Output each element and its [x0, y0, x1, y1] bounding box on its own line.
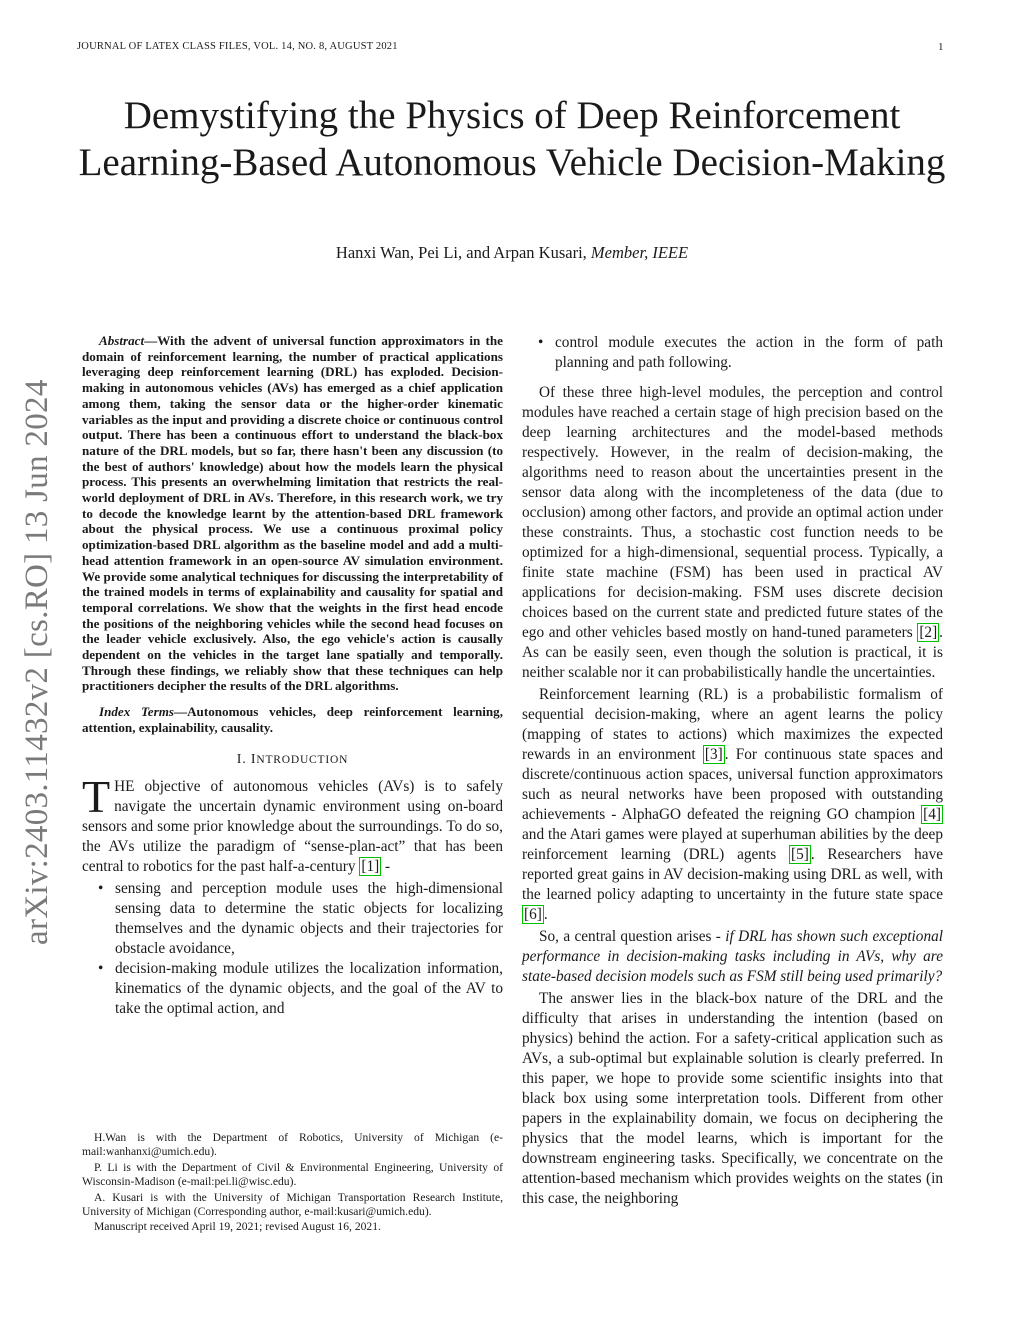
- footnote: P. Li is with the Department of Civil & Environmental Engineering, University of Wisconsin-Madison (e-mail:pei.li@wisc.edu).: [82, 1160, 503, 1189]
- citation-link[interactable]: [2]: [919, 624, 938, 641]
- paragraph-text: . Researchers have reported great gains in AV decision-making using DRL as well, with the learned policy adapting to uncertainty in the future state space: [522, 846, 944, 903]
- arxiv-stamp: arXiv:2403.11432v2 [cs.RO] 13 Jun 2024: [19, 379, 55, 945]
- module-list: [82, 879, 503, 1019]
- dropcap: T: [82, 770, 111, 822]
- abstract: [82, 333, 503, 694]
- left-column: [82, 333, 503, 1019]
- author-membership: Member, IEEE: [590, 243, 689, 262]
- paper-title: Demystifying the Physics of Deep Reinforcement Learning-Based Autonomous Vehicle Decision-Making: [78, 94, 946, 184]
- index-terms: [82, 704, 503, 735]
- bullet-icon: •: [538, 334, 544, 351]
- footnote: H.Wan is with the Department of Robotics, University of Michigan (e-mail:wanhanxi@umich.edu).: [82, 1131, 503, 1159]
- citation-link[interactable]: [1]: [361, 857, 380, 875]
- intro-tail: -: [381, 857, 391, 875]
- index-terms-label: Index Terms: [99, 704, 174, 720]
- author-names: Hanxi Wan, Pei Li, and Arpan Kusari,: [335, 243, 587, 262]
- intro-paragraph: [82, 770, 503, 877]
- author-line: [60, 243, 964, 263]
- section-title-initial: I: [250, 751, 257, 767]
- central-question: if DRL has shown such exceptional performance in decision-making tasks including in AVs, why are state-based decision models such as FSM still being used primarily?: [522, 928, 943, 985]
- paragraph-text: . For continuous state spaces and discrete/continuous action spaces, universal function approximators such as neural networks have been proposed with outstanding achievements - AlphaGO defeated the reigning GO champion: [522, 746, 943, 823]
- page-number: 1: [938, 41, 944, 53]
- list-item: [98, 959, 503, 1019]
- footnote: A. Kusari is with the University of Michigan Transportation Research Institute, University of Michigan (Corresponding author, e-mail:kusari@umich.edu).: [82, 1190, 503, 1219]
- section-title-rest: NTRODUCTION: [256, 753, 349, 766]
- right-column: [522, 333, 943, 1209]
- paragraph-text: Of these three high-level modules, the perception and control modules have reached a certain stage of high precision based on the deep learning architectures and the model-based methods respectively. However, in the realm of decision-making, the algorithms need to reason about the uncertainties present in the sensor data along with the incompleteness of the data (due to occlusion) among other factors, and provide an optimal action under these constraints. Thus, a stochastic cost function needs to be optimized for a high-dimensional, sequential process. Typically, a finite state machine (FSM) has been used in practical AV applications for decision-making. FSM uses discrete decision choices based on the current state and predicted future states of the ego and other vehicles based mostly on hand-tuned parameters: [522, 384, 943, 641]
- list-item: [98, 879, 503, 959]
- list-item-text: sensing and perception module uses the high-dimensional sensing data to determine the static objects for localizing themselves and the dynamic objects and their trajectories for obstacle avoidance,: [115, 879, 503, 957]
- bullet-icon: •: [98, 879, 104, 897]
- running-head: JOURNAL OF LATEX CLASS FILES, VOL. 14, NO. 8, AUGUST 2021: [77, 41, 398, 52]
- intro-lead: HE objective of autonomous vehicles (AVs) is to safely navigate the uncertain dynamic environment using on-board sensors and some prior knowledge about the surroundings. To do so, the AVs utilize the paradigm of “sense-plan-act” that has been central to robotics for the past half-a-century: [82, 777, 503, 875]
- citation-link[interactable]: [3]: [704, 746, 723, 763]
- citation-link[interactable]: [4]: [923, 806, 941, 823]
- abstract-text: —With the advent of universal function approximators in the domain of reinforcement learning, the number of practical applications leveraging deep reinforcement learning (DRL) has exploded. Decision-making in autonomous vehicles (AVs) has emerged as a chief application among them, taking the sensor data or the higher-order kinematic variables as the input and providing a discrete choice or continuous control output. There has been a continuous effort to understand the black-box nature of the DRL models, but so far, there hasn't been any discussion (to the best of authors' knowledge) about how the models learn the physical process. This presents an overwhelming limitation that restricts the real-world deployment of DRL in AVs. Therefore, in this research work, we try to decode the knowledge learnt by the attention-based DRL framework about the physical process. We use a continuous proximal policy optimization-based DRL algorithm as the baseline model and add a multi-head attention framework in an open-source AV simulation environment. We provide some analytical techniques for discussing the interpretability of the trained models in terms of explainability and causality for spatial and temporal correlations. We show that the weights in the first head encode the positions of the neighboring vehicles while the second head focuses on the leader vehicle exclusively. Also, the ego vehicle's action is causally dependent on the vehicles in the target lane spatially and temporally. Through these findings, we reliably show that these techniques can help practitioners decipher the results of the DRL algorithms.: [82, 333, 503, 694]
- footnotes: [82, 1131, 503, 1236]
- paragraph-text: .: [543, 906, 548, 923]
- footnote: Manuscript received April 19, 2021; revised August 16, 2021.: [94, 1220, 381, 1234]
- list-item: [538, 333, 943, 373]
- abstract-label: Abstract: [99, 333, 145, 348]
- index-terms-text: —Autonomous vehicles, deep reinforcement learning, attention, explainability, causality.: [82, 704, 503, 735]
- body-paragraph: [522, 927, 943, 987]
- body-paragraph: [522, 383, 943, 683]
- module-list-continued: [522, 333, 943, 373]
- body-paragraph: The answer lies in the black-box nature of the DRL and the difficulty that arises in understanding the intention (based on physics) behind the action. For a safety-critical application such as AVs, a sub-optimal but explainable solution is clearly preferred. In this paper, we hope to provide some scientific insights into that black box using some interpretation tools. Different from other papers in the explainability domain, we focus on deciphering the physics that the model learns, which is important for the downstream engineering tasks. Specifically, we concentrate on the attention-based mechanism which provides weights on the states (in this case, the neighboring: [522, 990, 943, 1207]
- paragraph-text: Reinforcement learning (RL) is a probabilistic formalism of sequential decision-making, where an agent learns the policy (mapping of states to actions) which maximizes the expected rewards in an environment: [522, 686, 943, 763]
- list-item-text: control module executes the action in the form of path planning and path following.: [555, 334, 943, 371]
- paragraph-text: . As can be easily seen, even though the solution is practical, it is neither scalable nor it can probabilistically handle the uncertainties.: [522, 624, 943, 681]
- citation-link[interactable]: [6]: [524, 906, 542, 923]
- section-number: I.: [236, 751, 247, 767]
- citation-link[interactable]: [5]: [790, 846, 809, 863]
- paragraph-text: So, a central question arises -: [539, 928, 726, 945]
- body-paragraph: [522, 685, 943, 925]
- paragraph-text: and the Atari games were played at superhuman abilities by the deep reinforcement learning (DRL) agents: [522, 826, 943, 863]
- list-item-text: decision-making module utilizes the localization information, kinematics of the dynamic objects, and the goal of the AV to take the optimal action, and: [115, 959, 503, 1017]
- bullet-icon: •: [98, 959, 104, 977]
- section-heading-introduction: [82, 752, 503, 768]
